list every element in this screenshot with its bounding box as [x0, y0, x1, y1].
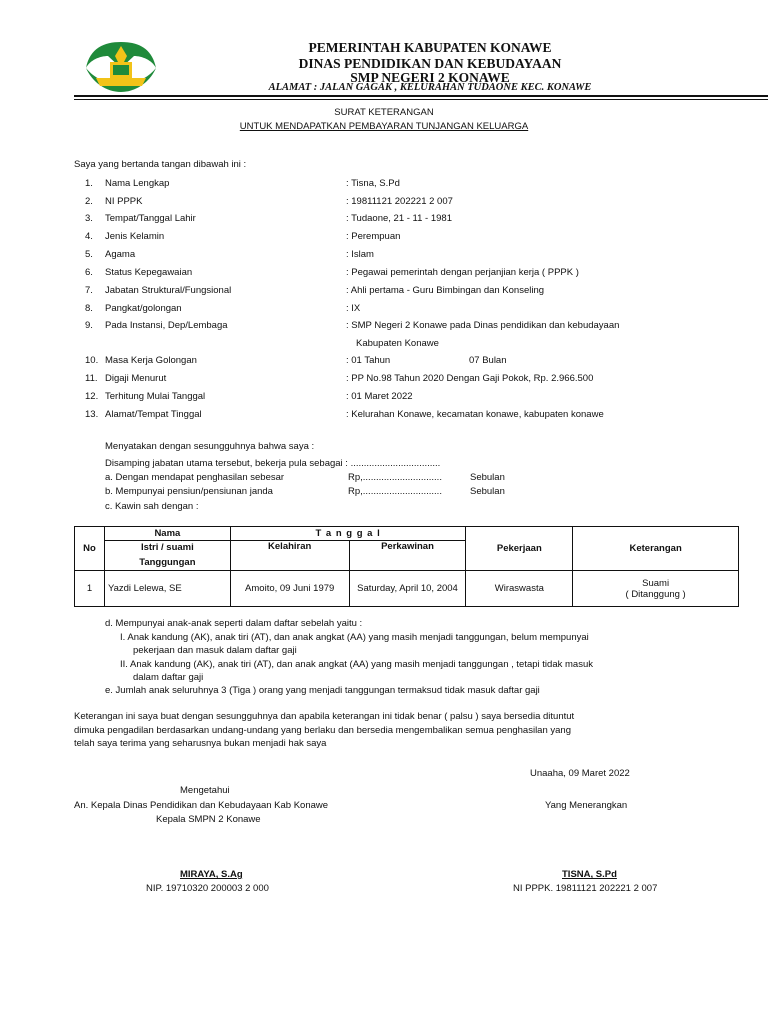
- signer-right-title: Yang Menerangkan: [545, 800, 628, 811]
- closing-line2: dimuka pengadilan berdasarkan undang-undang yang berlaku dan bersedia mengembalikan semua penghasilan yang: [74, 725, 571, 736]
- row-pekerjaan: Wiraswasta: [466, 571, 573, 607]
- header-no: No: [75, 527, 105, 571]
- income-amount: Rp,..............................: [348, 472, 442, 483]
- row-kelahiran: Amoito, 09 Juni 1979: [230, 571, 349, 607]
- signer-left-nip: NIP. 19710320 200003 2 000: [146, 883, 269, 894]
- signer-left-position: Kepala SMPN 2 Konawe: [156, 814, 261, 825]
- signer-right-name: TISNA, S.Pd: [562, 869, 617, 880]
- children-i-line2: pekerjaan dan masuk dalam daftar gaji: [133, 645, 297, 656]
- children-i-line1: I. Anak kandung (AK), anak tiri (AT), dan anak angkat (AA) yang masih menjadi tanggungan, belum mempunyai: [120, 632, 589, 643]
- children-d: d. Mempunyai anak-anak seperti dalam daftar sebelah yaitu :: [105, 618, 363, 629]
- header-government: PEMERINTAH KABUPATEN KONAWE: [308, 40, 552, 55]
- mengetahui: Mengetahui: [180, 785, 230, 796]
- kemenag-logo: [82, 38, 160, 96]
- income-unit: Sebulan: [470, 472, 505, 483]
- row-no: 1: [75, 571, 105, 607]
- signer-left-name: MIRAYA, S.Ag: [180, 869, 243, 880]
- table-row: [75, 571, 739, 607]
- pension-label: b. Mempunyai pensiun/pensiunan janda: [105, 486, 273, 497]
- row-nama: Yazdi Lelewa, SE: [104, 571, 230, 607]
- header-nama: Nama: [104, 527, 230, 541]
- closing-line3: telah saya terima yang seharusnya bukan menjadi hak saya: [74, 738, 327, 749]
- header-tanggungan: Tanggungan: [104, 555, 230, 571]
- signer-left-title: An. Kepala Dinas Pendidikan dan Kebudayaan Kab Konawe: [74, 800, 329, 811]
- row-perkawinan: Saturday, April 10, 2004: [349, 571, 466, 607]
- spouse-table: [74, 526, 739, 607]
- children-ii-line2: dalam daftar gaji: [133, 672, 204, 683]
- pension-unit: Sebulan: [470, 486, 505, 497]
- income-label: a. Dengan mendapat penghasilan sebesar: [105, 472, 285, 483]
- header-perkawinan: Perkawinan: [349, 541, 466, 571]
- header-department: DINAS PENDIDIKAN DAN KEBUDAYAAN: [298, 56, 562, 71]
- header-address: ALAMAT : JALAN GAGAK , KELURAHAN TUDAONE KEC. KONAWE: [268, 82, 592, 93]
- signer-right-nip: NI PPPK. 19811121 202221 2 007: [513, 883, 658, 894]
- children-ii-line1: II. Anak kandung (AK), anak tiri (AT), dan anak angkat (AA) yang masih menjadi tanggungan , tetapi tidak masuk: [120, 659, 593, 670]
- place-date: Unaaha, 09 Maret 2022: [530, 768, 630, 779]
- header-tanggal: T a n g g a l: [230, 527, 466, 541]
- closing-line1: Keterangan ini saya buat dengan sesungguhnya dan apabila keterangan ini tidak benar ( palsu ) saya bersedia dituntut: [74, 711, 575, 722]
- pension-amount: Rp,..............................: [348, 486, 442, 497]
- statement-line: Menyatakan dengan sesungguhnya bahwa saya :: [105, 441, 315, 452]
- header-istri-suami: Istri / suami: [104, 541, 230, 555]
- children-e: e. Jumlah anak seluruhnya 3 (Tiga ) orang yang menjadi tanggungan termaksud tidak masuk daftar gaji: [105, 685, 540, 696]
- header-school: SMP NEGERI 2 KONAWE: [350, 70, 510, 85]
- row-keterangan: Suami ( Ditanggung ): [573, 571, 739, 607]
- intro-text: Saya yang bertanda tangan dibawah ini :: [74, 159, 247, 170]
- header-kelahiran: Kelahiran: [230, 541, 349, 571]
- header-keterangan: Keterangan: [573, 527, 739, 571]
- header-rule-thin: [74, 99, 768, 100]
- header-pekerjaan: Pekerjaan: [466, 527, 573, 571]
- additional-job-line: Disamping jabatan utama tersebut, bekerja pula sebagai : ..................................: [105, 458, 441, 469]
- document-subtitle: UNTUK MENDAPATKAN PEMBAYARAN TUNJANGAN KELUARGA: [239, 121, 529, 132]
- document-title: SURAT KETERANGAN: [334, 107, 434, 118]
- married-label: c. Kawin sah dengan :: [105, 501, 199, 512]
- header-rule-thick: [74, 95, 768, 97]
